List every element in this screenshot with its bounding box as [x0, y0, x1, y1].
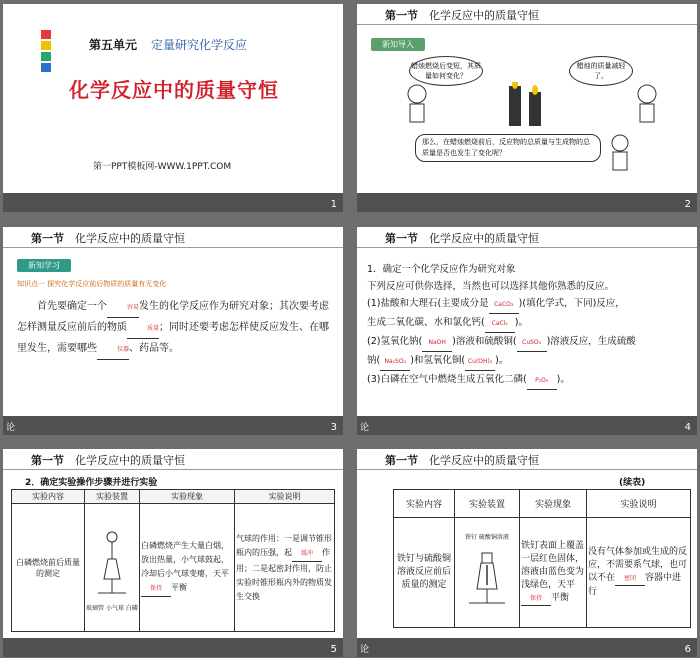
page-number: 6 — [684, 644, 691, 655]
cartoon-illustration — [397, 82, 677, 132]
page-title: 化学反应中的质量守恒 — [69, 78, 279, 102]
speech-bubble-left: 蜡烛燃烧后变短，其质量如何变化？ — [409, 56, 483, 86]
slide-header — [3, 227, 343, 248]
slide-header — [357, 4, 697, 25]
footer-bar — [357, 193, 697, 212]
slide-header — [357, 227, 697, 248]
slide-1[interactable] — [3, 4, 343, 212]
experiment-table-continued: 实验内容 实验装置 实验现象 实验说明 铁钉与硫酸铜溶液反应前后质量的测定 铁钉 硫酸铜溶液 铁钉表面上覆盖一层红色固体，溶液由蓝色变为浅绿色，天平保持 平衡 没有气体参加或生成的反应，不需要系气球，也可以不在 密闭 容器中进行 — [393, 489, 691, 628]
experiment-table: 实验内容 实验装置 实验现象 实验说明 白磷燃烧前后质量的测定 玻璃管 小气球 白磷 白磷燃烧产生大量白烟，放出热量，小气球鼓起，冷却后小气球变瘪，天平保持 平衡 气球的作用：一是调节锥形瓶内的压强，起 缓冲 作用；二是起密封作用，防止实验时锥形瓶内外的物质发生交换 — [11, 489, 335, 632]
footer-bar — [357, 638, 697, 657]
section-label: 第一节 — [385, 232, 418, 245]
answer-cacl2: CaCl₂ — [485, 315, 515, 333]
exp-phenomenon-iron: 铁钉表面上覆盖一层红色固体，溶液由蓝色变为浅绿色，天平保持 平衡 — [520, 518, 587, 628]
answer-keep-5: 保持 — [141, 582, 171, 597]
section-title: 化学反应中的质量守恒 — [429, 232, 539, 245]
blank-2: 质量 — [127, 319, 159, 339]
reaction-list: 1．确定一个化学反应作为研究对象 下列反应可供你选择，当然也可以选择其他你熟悉的反应。 (1)盐酸和大理石(主要成分是 CaCO₃ )(填化学式，下同)反应， 生成二氧化碳、水和氯化钙( CaCl₂ )。 (2)氢氧化钠( NaOH )溶液和硫酸铜( CuSO₄ )溶液反应，生成硫酸 钠( Na₂SO₄ )和氢氧化铜( Cu(OH)₂ )。 (3)白磷在空气中燃烧生成五氧化二磷( P₂O₅ )。 — [367, 261, 693, 390]
learn-tag: 新知学习 — [17, 259, 71, 272]
footer-bar — [3, 193, 343, 212]
iron-nail-apparatus-icon — [461, 541, 513, 611]
page-number: 5 — [330, 644, 337, 655]
answer-p2o5: P₂O₅ — [527, 372, 557, 390]
exp-content: 白磷燃烧前后质量的测定 — [12, 504, 85, 632]
section-title: 化学反应中的质量守恒 — [75, 232, 185, 245]
exp-device-iron: 铁钉 硫酸铜溶液 — [455, 518, 520, 628]
answer-keep-6: 保持 — [521, 592, 551, 606]
continued-label: (续表) — [619, 478, 646, 488]
question-caption: 那么，在蜡烛燃烧前后，反应物的总质量与生成物的总质量是否也发生了变化呢？ — [415, 134, 601, 162]
answer-buffer: 缓冲 — [292, 547, 322, 562]
page-number: 4 — [684, 422, 691, 433]
section-title: 化学反应中的质量守恒 — [429, 454, 539, 467]
slide-6[interactable] — [357, 449, 697, 657]
exp-device: 玻璃管 小气球 白磷 — [85, 504, 140, 632]
phosphorus-apparatus-icon — [88, 523, 136, 603]
intro-tag: 新知导入 — [371, 38, 425, 51]
unit-title: 定量研究化学反应 — [151, 38, 248, 52]
answer-cuso4: CuSO₄ — [517, 334, 547, 352]
answer-sealed: 密闭 — [615, 572, 645, 586]
teacher-figure-icon — [605, 134, 635, 174]
slide-3[interactable] — [3, 227, 343, 435]
section-title: 化学反应中的质量守恒 — [75, 454, 185, 467]
footer-prefix: 论 — [360, 423, 370, 433]
girl-figure-icon — [638, 85, 656, 103]
page-number: 3 — [330, 422, 337, 433]
slide-2[interactable] — [357, 4, 697, 212]
footer-bar — [3, 416, 343, 435]
section-label: 第一节 — [31, 232, 64, 245]
section-label: 第一节 — [385, 454, 418, 467]
section-label: 第一节 — [385, 9, 418, 22]
step-heading: 2．确定实验操作步骤并进行实验 — [25, 478, 158, 488]
speech-bubble-right: 蜡烛的质量减轻了。 — [569, 56, 633, 86]
blank-3: 仪器 — [97, 340, 129, 360]
color-blocks — [41, 30, 51, 72]
unit-label: 第五单元 — [89, 38, 138, 52]
answer-na2so4: Na₂SO₄ — [380, 353, 410, 371]
answer-naoh: NaOH — [422, 334, 452, 352]
page-number: 2 — [684, 199, 691, 210]
footer-prefix: 论 — [360, 645, 370, 655]
footer-prefix: 论 — [6, 423, 16, 433]
footer-bar — [357, 416, 697, 435]
section-label: 第一节 — [31, 454, 64, 467]
blank-1: 容易 — [107, 298, 139, 318]
slide-header — [3, 449, 343, 470]
page-number: 1 — [330, 199, 337, 210]
exp-explanation-iron: 没有气体参加或生成的反应，不需要系气球，也可以不在 密闭 容器中进行 — [587, 518, 691, 628]
slide-4[interactable] — [357, 227, 697, 435]
answer-caco3: CaCO₃ — [489, 296, 519, 314]
exp-explanation: 气球的作用：一是调节锥形瓶内的压强，起 缓冲 作用；二是起密封作用，防止实验时锥形瓶内外的物质发生交换 — [235, 504, 335, 632]
boy-figure-icon — [408, 85, 426, 103]
slide-header — [357, 449, 697, 470]
exp-phenomenon: 白磷燃烧产生大量白烟，放出热量，小气球鼓起，冷却后小气球变瘪，天平保持 平衡 — [140, 504, 235, 632]
exp-content-iron: 铁钉与硫酸铜溶液反应前后质量的测定 — [394, 518, 455, 628]
paragraph: 首先要确定一个 容易发生的化学反应作为研究对象；其次要考虑怎样测量反应前后的物质 质量；同时还要考虑怎样使反应发生、在哪里发生，需要哪些 仪器、药品等。 — [17, 297, 333, 360]
answer-cuoh2: Cu(OH)₂ — [465, 353, 495, 371]
slide-5[interactable] — [3, 449, 343, 657]
site-credit: 第一PPT模板网-WWW.1PPT.COM — [93, 162, 232, 172]
section-title: 化学反应中的质量守恒 — [429, 9, 539, 22]
footer-bar — [3, 638, 343, 657]
knowledge-point: 知识点一 探究化学反应前后物质的质量有无变化 — [17, 280, 167, 288]
candle-icon — [509, 86, 521, 126]
